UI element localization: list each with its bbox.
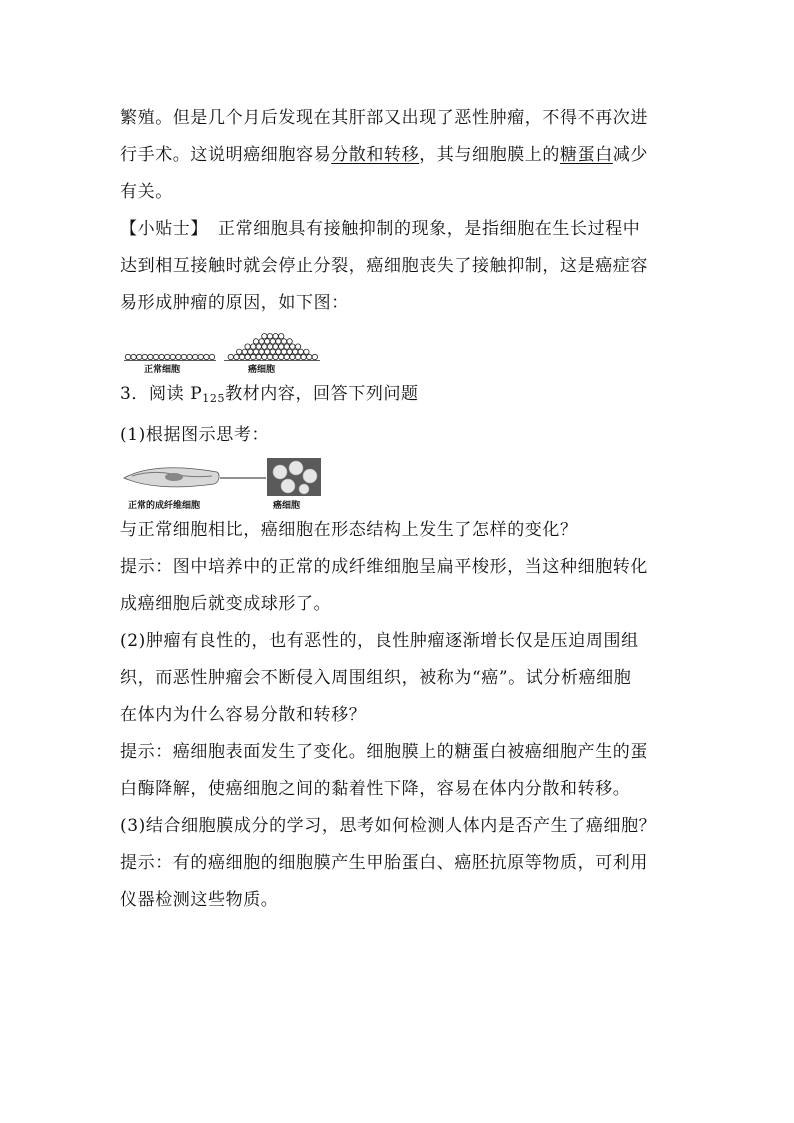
cancer-cell xyxy=(290,344,295,349)
q3-2-line3: 在体内为什么容易分散和转移？ xyxy=(120,705,367,725)
cancer-cell xyxy=(245,354,250,359)
normal-cell xyxy=(131,354,136,359)
normal-cell xyxy=(165,354,170,359)
contact-inhibition-figure xyxy=(120,324,680,376)
tip-label: 【小贴士】 xyxy=(120,219,208,239)
cancer-cell xyxy=(253,349,258,354)
cancer-cell xyxy=(276,339,281,344)
normal-cell xyxy=(187,354,192,359)
fibroblast-caption: 正常的成纤维细胞 xyxy=(128,501,201,511)
normal-cell xyxy=(198,354,203,359)
q3-1-title: (1)根据图示思考： xyxy=(120,425,270,445)
cancer-cell xyxy=(276,349,281,354)
cancer-cell xyxy=(251,344,256,349)
tip-line3: 易形成肿瘤的原因，如下图： xyxy=(120,293,349,313)
tip-line1: 【小贴士】 正常细胞具有接触抑制的现象，是指细胞在生长过程中 xyxy=(120,219,641,239)
para1-line3: 有关。 xyxy=(120,182,173,202)
cancer-cell xyxy=(273,354,278,359)
q3-2-line2: 织，而恶性肿瘤会不断侵入周围组织，被称为“癌”。试分析癌细胞 xyxy=(120,668,632,688)
cancer-cell xyxy=(284,354,289,359)
q3-1-hint-line1: 提示：图中培养中的正常的成纤维细胞呈扁平梭形，当这种细胞转化 xyxy=(120,557,648,577)
cancer-cell xyxy=(279,354,284,359)
cancer-cell xyxy=(234,354,239,359)
fibroblast-to-cancer-diagram xyxy=(122,456,332,498)
cancer-cell xyxy=(265,339,270,344)
cancer-cell xyxy=(248,349,253,354)
cancer-cell xyxy=(273,334,278,339)
normal-cell xyxy=(170,354,175,359)
underlined-answer-2: 糖蛋白 xyxy=(560,145,613,165)
cancer-cell xyxy=(281,349,286,354)
cancer-cell xyxy=(251,354,256,359)
cancer-cell xyxy=(293,349,298,354)
cancer-cell xyxy=(279,344,284,349)
normal-cell xyxy=(181,354,186,359)
q3-1-question: 与正常细胞相比，癌细胞在形态结构上发生了怎样的变化？ xyxy=(120,520,578,540)
cancer-cell xyxy=(298,349,303,354)
q3-2-hint-line2: 白酶降解，使癌细胞之间的黏着性下降，容易在体内分散和转移。 xyxy=(120,779,631,799)
q3-3-hint-line2: 仪器检测这些物质。 xyxy=(120,890,279,910)
normal-cell xyxy=(193,354,198,359)
cancer-cell xyxy=(256,344,261,349)
cancer-cell xyxy=(228,354,233,359)
normal-cell xyxy=(142,354,147,359)
q3-2-line1: (2)肿瘤有良性的，也有恶性的，良性肿瘤逐渐增长仅是压迫周围组 xyxy=(120,631,639,651)
cancer-cell xyxy=(259,339,264,344)
normal-cell xyxy=(125,354,130,359)
cancer-cell xyxy=(287,339,292,344)
cancer-cell xyxy=(287,349,292,354)
cancer-cell xyxy=(262,344,267,349)
q3-2-hint-line1: 提示：癌细胞表面发生了变化。细胞膜上的糖蛋白被癌细胞产生的蛋 xyxy=(120,742,648,762)
para1-line1: 繁殖。但是几个月后发现在其肝部又出现了恶性肿瘤，不得不再次进 xyxy=(120,108,648,128)
cancer-cell xyxy=(253,339,258,344)
cancer-cell xyxy=(307,354,312,359)
tip-line2: 达到相互接触时就会停止分裂，癌细胞丧失了接触抑制，这是癌症容 xyxy=(120,256,648,276)
normal-cell-caption: 正常细胞 xyxy=(144,365,181,375)
document-page xyxy=(120,100,680,919)
normal-cell xyxy=(137,354,142,359)
cancer-cell xyxy=(259,349,264,354)
normal-cell xyxy=(204,354,209,359)
cancer-cell xyxy=(279,334,284,339)
q3-1-hint-line2: 成癌细胞后就变成球形了。 xyxy=(120,594,332,614)
cancer-cell xyxy=(273,344,278,349)
cancer-cell xyxy=(267,334,272,339)
normal-cell xyxy=(209,354,214,359)
q3-heading: 3．阅读 $P_{125}$教材内容，回答下列问题 xyxy=(120,384,419,405)
cancer-cell xyxy=(262,334,267,339)
q3-3-line1: (3)结合细胞膜成分的学习，思考如何检测人体内是否产生了癌细胞？ xyxy=(120,816,657,836)
cancer-cell-caption: 癌细胞 xyxy=(248,365,276,375)
cancer-cell-caption-2: 癌细胞 xyxy=(273,501,301,511)
cancer-cell xyxy=(312,354,317,359)
normal-cell xyxy=(148,354,153,359)
cancer-cell xyxy=(245,344,250,349)
fibroblast-figure xyxy=(120,456,680,511)
cancer-cell xyxy=(267,344,272,349)
cancer-cell xyxy=(304,349,309,354)
cancer-cell xyxy=(290,354,295,359)
para1-line2: 行手术。这说明癌细胞容易分散和转移，其与细胞膜上的糖蛋白减少 xyxy=(120,145,649,165)
cancer-cell xyxy=(295,354,300,359)
cell-growth-diagram xyxy=(124,324,324,364)
q3-3-hint-line1: 提示：有的癌细胞的细胞膜产生甲胎蛋白、癌胚抗原等物质，可利用 xyxy=(120,853,648,873)
cancer-cell xyxy=(281,339,286,344)
cancer-cell xyxy=(267,354,272,359)
cancer-cell xyxy=(284,344,289,349)
cancer-cell xyxy=(237,349,242,354)
cancer-cell xyxy=(256,354,261,359)
normal-cell xyxy=(153,354,158,359)
cancer-cell xyxy=(295,344,300,349)
cancer-cell xyxy=(262,354,267,359)
cancer-cell xyxy=(270,339,275,344)
cancer-cell xyxy=(242,349,247,354)
normal-cell xyxy=(176,354,181,359)
cancer-cell xyxy=(270,349,275,354)
cancer-cell xyxy=(301,354,306,359)
underlined-answer-1: 分散和转移 xyxy=(331,145,420,165)
cancer-cell xyxy=(239,354,244,359)
normal-cell xyxy=(159,354,164,359)
cancer-cell xyxy=(265,349,270,354)
